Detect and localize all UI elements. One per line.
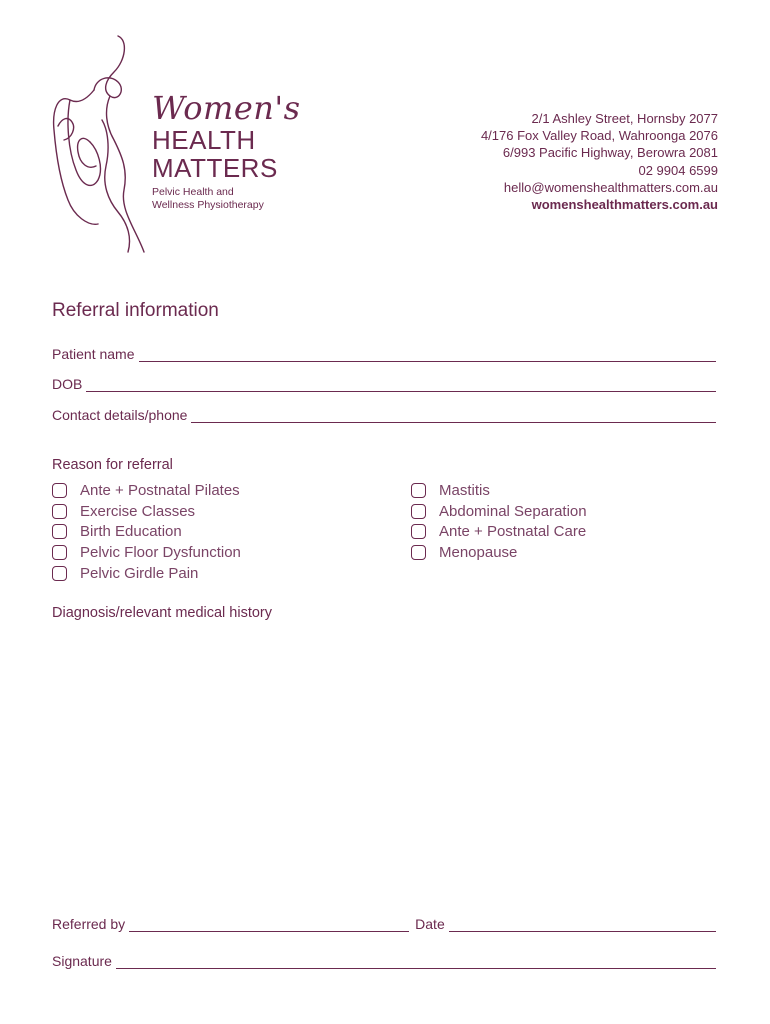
reason-option[interactable] xyxy=(52,480,241,501)
reason-label: Abdominal Separation xyxy=(439,502,587,520)
email-address[interactable]: hello@womenshealthmatters.com.au xyxy=(503,179,718,195)
reason-option[interactable] xyxy=(411,501,587,522)
signature-label: Signature xyxy=(52,953,112,969)
reason-label: Pelvic Girdle Pain xyxy=(80,565,199,583)
checkbox[interactable] xyxy=(411,504,426,519)
logo-figure-icon xyxy=(48,30,158,258)
date-label: Date xyxy=(415,916,445,932)
reason-label: Birth Education xyxy=(80,523,182,541)
logo-matters: MATTERS xyxy=(152,153,278,183)
checkbox[interactable] xyxy=(52,524,67,539)
contact-phone-label: Contact details/phone xyxy=(52,407,188,423)
patient-name-line[interactable] xyxy=(139,349,717,362)
checkbox[interactable] xyxy=(52,483,67,498)
reason-options-left xyxy=(52,480,241,584)
reason-label: Ante + Postnatal Care xyxy=(439,523,587,541)
logo-health: HEALTH xyxy=(152,125,256,155)
patient-name-field[interactable] xyxy=(52,344,716,362)
checkbox[interactable] xyxy=(411,545,426,560)
reason-label: Pelvic Floor Dysfunction xyxy=(80,544,241,562)
patient-name-label: Patient name xyxy=(52,346,135,362)
reason-label: Ante + Postnatal Pilates xyxy=(80,481,240,499)
checkbox[interactable] xyxy=(52,566,67,581)
checkbox[interactable] xyxy=(52,504,67,519)
reason-option[interactable] xyxy=(411,480,587,501)
reason-option[interactable] xyxy=(52,563,241,584)
address-berowra: 6/993 Pacific Highway, Berowra 2081 xyxy=(502,145,718,161)
logo-wordmark xyxy=(152,90,301,212)
checkbox[interactable] xyxy=(411,524,426,539)
dob-label: DOB xyxy=(52,376,83,392)
address-wahroonga: 4/176 Fox Valley Road, Wahroonga 2076 xyxy=(480,128,718,144)
reason-option[interactable] xyxy=(52,522,241,543)
signature-line[interactable] xyxy=(116,956,716,969)
reason-label: Mastitis xyxy=(439,481,490,499)
referred-by-line[interactable] xyxy=(129,919,409,932)
reason-label: Exercise Classes xyxy=(80,502,196,520)
referral-title: Referral information xyxy=(52,300,219,321)
signature-field[interactable] xyxy=(52,951,716,969)
contact-phone-line[interactable] xyxy=(191,410,716,423)
reason-option[interactable] xyxy=(411,522,587,543)
reason-option[interactable] xyxy=(411,542,587,563)
logo-womens: Women's xyxy=(152,89,301,127)
website-link[interactable]: womenshealthmatters.com.au xyxy=(531,197,718,213)
diagnosis-label: Diagnosis/relevant medical history xyxy=(52,605,273,621)
referred-by-row xyxy=(52,914,716,932)
checkbox[interactable] xyxy=(52,545,67,560)
phone-number: 02 9904 6599 xyxy=(638,162,718,178)
diagnosis-area[interactable] xyxy=(52,630,716,900)
contact-phone-field[interactable] xyxy=(52,405,716,423)
dob-field[interactable] xyxy=(52,374,716,392)
reason-option[interactable] xyxy=(52,501,241,522)
reason-options-right xyxy=(411,480,587,563)
address-hornsby: 2/1 Ashley Street, Hornsby 2077 xyxy=(531,111,718,126)
logo-subtitle-1: Pelvic Health and xyxy=(152,186,234,198)
reason-option[interactable] xyxy=(52,542,241,563)
date-line[interactable] xyxy=(449,919,716,932)
reason-title: Reason for referral xyxy=(52,457,173,473)
dob-line[interactable] xyxy=(86,379,716,392)
checkbox[interactable] xyxy=(411,483,426,498)
reason-label: Menopause xyxy=(439,544,518,562)
contact-block xyxy=(481,110,718,213)
referred-by-label: Referred by xyxy=(52,916,126,932)
logo-subtitle-2: Wellness Physiotherapy xyxy=(152,199,264,211)
